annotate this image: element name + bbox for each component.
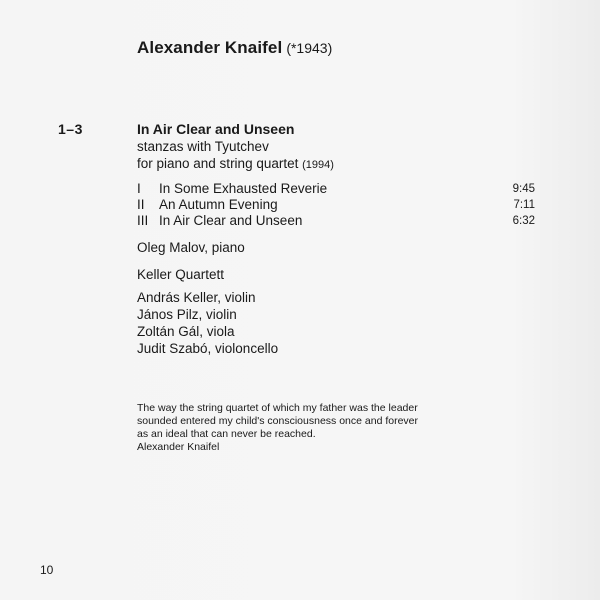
movement-duration: 7:11	[513, 199, 535, 211]
ensemble-member: András Keller, violin	[137, 290, 256, 305]
quote-line: sounded entered my child's consciousness once and forever	[137, 415, 419, 427]
movement-number: III	[137, 213, 149, 228]
composer-heading	[137, 38, 332, 58]
movement-title: In Some Exhausted Reverie	[159, 181, 328, 196]
track-range: 1–3	[58, 121, 83, 137]
movement-row	[137, 213, 537, 229]
composer-dates: (*1943)	[286, 40, 333, 56]
movement-duration: 9:45	[512, 183, 535, 195]
movement-row	[137, 181, 537, 197]
movement-title: In Air Clear and Unseen	[159, 213, 303, 228]
movement-number: II	[137, 197, 145, 212]
quote-attribution: Alexander Knaifel	[137, 441, 220, 453]
ensemble-member: Zoltán Gál, viola	[137, 324, 235, 339]
work-subtitle: stanzas with Tyutchev	[137, 139, 269, 154]
ensemble-member: Judit Szabó, violoncello	[137, 341, 279, 356]
soloist: Oleg Malov, piano	[137, 240, 245, 255]
work-year: (1994)	[302, 159, 334, 171]
movement-title: An Autumn Evening	[159, 197, 278, 212]
composer-quote	[137, 402, 457, 454]
work-title: In Air Clear and Unseen	[137, 121, 295, 137]
page-number: 10	[40, 563, 54, 577]
movement-list	[137, 181, 537, 229]
movement-row	[137, 197, 537, 213]
work-instrumentation-text: for piano and string quartet	[137, 156, 299, 171]
ensemble-member: János Pilz, violin	[137, 307, 237, 322]
work-listing	[137, 121, 537, 357]
composer-name: Alexander Knaifel	[137, 38, 283, 57]
movement-number: I	[137, 181, 141, 196]
quote-line: The way the string quartet of which my father was the leader	[137, 402, 418, 414]
movement-duration: 6:32	[512, 215, 535, 227]
ensemble-name: Keller Quartett	[137, 267, 225, 282]
work-instrumentation	[137, 155, 537, 174]
ensemble-members	[137, 289, 537, 357]
quote-line: as an ideal that can never be reached.	[137, 428, 316, 440]
